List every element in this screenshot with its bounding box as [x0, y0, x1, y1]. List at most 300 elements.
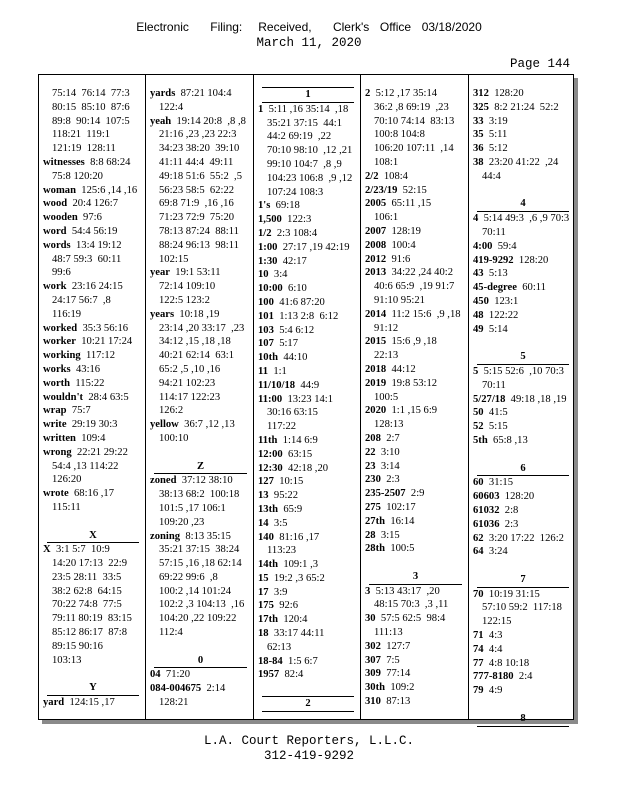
index-keyword: 2014: [365, 308, 387, 320]
index-entry: [473, 670, 573, 684]
index-references: 33:17 44:11: [268, 628, 325, 640]
index-references: 41:5: [483, 407, 508, 419]
index-entry: [473, 434, 573, 448]
index-continuation: 41:11 44:4 49:11: [159, 156, 234, 168]
index-continuation: 57:15 ,16 ,18 62:14: [159, 558, 242, 570]
index-entry: [473, 101, 573, 115]
index-references: 128:19: [386, 225, 421, 237]
index-keyword: 36: [473, 143, 484, 155]
index-entry: [365, 363, 466, 377]
index-continuation: 36:2 ,8 69:19 ,23: [374, 101, 449, 113]
index-entry: [258, 351, 358, 365]
index-keyword: 27th: [365, 515, 386, 527]
index-keyword: 419-9292: [473, 254, 514, 266]
index-continuation: 72:14 109:10: [159, 281, 216, 293]
index-keyword: yard: [43, 697, 65, 709]
index-entry: [150, 87, 251, 101]
index-entry: [258, 655, 358, 669]
index-keyword: 140: [258, 531, 274, 543]
index-keyword: 74: [473, 643, 484, 655]
index-keyword: 2019: [365, 377, 387, 389]
index-keyword: 30: [365, 613, 376, 625]
index-entry: [473, 545, 573, 559]
index-references: 3:10: [375, 446, 400, 458]
index-keyword: 5: [473, 365, 479, 377]
index-continuation: 106:20 107:11 ,14: [374, 143, 454, 155]
index-entry: [473, 87, 573, 101]
index-references: 7:5: [380, 654, 400, 666]
index-continuation: 69:8 71:9 ,16 ,16: [159, 198, 234, 210]
index-keyword: 30th: [365, 682, 386, 694]
index-references: 3:15: [375, 529, 400, 541]
index-keyword: yards: [150, 88, 176, 99]
index-keyword: 307: [365, 654, 381, 666]
index-entry: [150, 266, 251, 280]
index-references: 8:8 68:24: [84, 156, 131, 168]
index-entry: [365, 432, 466, 446]
index-references: 2:14: [201, 683, 226, 695]
index-references: 23:16 24:15: [66, 281, 123, 293]
index-keyword: 2005: [365, 198, 387, 210]
section-letter-heading: 5: [477, 350, 569, 365]
index-entry: [258, 627, 358, 641]
index-keyword: year: [150, 267, 170, 279]
index-continuation: 40:6 65:9 ,19 91:7: [374, 281, 455, 293]
index-continuation: 91:12: [374, 322, 399, 334]
index-continuation: 117:22: [267, 421, 297, 433]
index-continuation: 70:10 74:14 83:13: [374, 115, 455, 127]
index-references: 8:13 35:15: [180, 530, 231, 542]
index-references: 128:20: [488, 88, 524, 99]
index-entry: [258, 572, 358, 586]
filing-header: Electronic Filing: Received, Clerk's Office 03/18/2020: [136, 20, 482, 34]
index-keyword: 2/2: [365, 170, 379, 182]
index-references: 2:3: [380, 474, 400, 486]
section-letter-heading: 4: [477, 197, 569, 212]
index-references: 92:6: [273, 600, 299, 612]
index-keyword: 77: [473, 657, 484, 669]
index-entry: [258, 103, 358, 117]
index-keyword: 50: [473, 407, 484, 419]
spacer: [258, 682, 358, 696]
index-continuation: 113:23: [267, 545, 297, 557]
index-continuation: 102:2 ,3 104:13 ,16: [159, 599, 245, 611]
index-entry: [43, 377, 143, 391]
index-entry: [43, 184, 143, 198]
index-continuation: 121:19 128:11: [52, 143, 116, 155]
index-entry: [43, 487, 143, 501]
index-entry: [258, 324, 358, 338]
index-keyword: 48: [473, 309, 484, 321]
index-references: 2:3 108:4: [271, 227, 318, 239]
index-keyword: 62: [473, 532, 484, 544]
index-entry: [473, 504, 573, 518]
index-references: 95:22: [268, 490, 299, 502]
section-letter-heading: X: [47, 529, 139, 544]
index-entry: [365, 585, 466, 599]
index-keyword: 1:30: [258, 255, 278, 267]
index-keyword: wrap: [43, 405, 67, 417]
index-keyword: 777-8180: [473, 671, 514, 683]
index-entry: [150, 682, 251, 696]
index-keyword: working: [43, 350, 81, 362]
index-continuation: 62:13: [267, 641, 292, 653]
index-keyword: wouldn't: [43, 391, 84, 403]
index-continuation: 108:1: [374, 156, 399, 168]
index-references: 65:9: [278, 503, 303, 515]
index-references: 49:18 ,18 ,19: [505, 393, 567, 405]
index-continuation: 106:1: [374, 212, 399, 224]
index-entry: [43, 404, 143, 418]
index-entry: [365, 460, 466, 474]
index-continuation: 40:21 62:14 63:1: [159, 350, 235, 362]
index-references: 4:4: [483, 643, 503, 655]
index-entry: [258, 531, 358, 545]
index-continuation: 102:15: [159, 253, 189, 265]
index-continuation: 100:2 ,14 101:24: [159, 585, 232, 597]
index-references: 5:12: [483, 143, 508, 155]
index-continuation: 94:21 102:23: [159, 377, 216, 389]
index-entry: [258, 365, 358, 379]
index-entry: [365, 239, 466, 253]
index-keyword: 14th: [258, 559, 279, 571]
index-references: 5:17: [273, 338, 299, 350]
index-entry: [473, 240, 573, 254]
index-continuation: 71:23 72:9 75:20: [159, 212, 235, 224]
index-continuation: 70:11: [482, 379, 506, 391]
spacer: [150, 640, 251, 654]
index-references: 34:22 ,24 40:2: [386, 267, 453, 279]
index-keyword: yellow: [150, 419, 179, 431]
index-entry: [365, 681, 466, 695]
index-keyword: words: [43, 239, 71, 251]
index-references: 5:13 43:17 ,20: [370, 585, 440, 597]
index-entry: [43, 391, 143, 405]
index-continuation: 14:20 17:13 22:9: [52, 558, 128, 570]
index-entry: [473, 281, 573, 295]
index-entry: [473, 657, 573, 671]
index-continuation: 75:14 76:14 77:3: [52, 88, 130, 99]
index-keyword: 5th: [473, 434, 488, 446]
index-references: 5:11 ,16 35:14 ,18: [263, 103, 349, 115]
index-references: 5:11: [483, 129, 508, 141]
index-references: 1:14 6:9: [277, 434, 318, 446]
index-continuation: 70:11: [482, 226, 506, 238]
index-entry: [258, 448, 358, 462]
index-references: 122:22: [483, 309, 519, 321]
index-keyword: 22: [365, 446, 376, 458]
index-references: 2:8: [499, 504, 519, 516]
index-keyword: 101: [258, 310, 274, 322]
index-entry: [365, 487, 466, 501]
spacer: [473, 184, 573, 198]
index-keyword: 127: [258, 476, 274, 488]
index-entry: [150, 308, 251, 322]
index-references: 28:4 63:5: [83, 391, 129, 403]
index-keyword: yeah: [150, 115, 172, 127]
index-entry: [365, 308, 466, 322]
index-entry: [258, 668, 358, 682]
index-entry: [365, 170, 466, 184]
index-entry: [43, 432, 143, 446]
spacer: [473, 336, 573, 350]
index-continuation: 111:13: [374, 627, 403, 639]
index-keyword: 2020: [365, 405, 387, 417]
index-keyword: 64: [473, 546, 484, 558]
index-continuation: 44:4: [482, 170, 501, 182]
index-entry: [43, 349, 143, 363]
index-continuation: 34:23 38:20 39:10: [159, 143, 240, 155]
index-references: 100:4: [386, 239, 416, 251]
index-keyword: 310: [365, 696, 381, 708]
spacer: [150, 446, 251, 460]
index-entry: [473, 142, 573, 156]
section-letter-heading: 0: [154, 654, 247, 669]
index-entry: [258, 379, 358, 393]
index-entry: [258, 213, 358, 227]
index-entry: [258, 282, 358, 296]
index-keyword: 2013: [365, 267, 387, 279]
index-entry: [43, 280, 143, 294]
index-continuation: 48:7 59:3 60:11: [52, 253, 122, 265]
page-number: Page 144: [510, 57, 571, 71]
index-entry: [258, 503, 358, 517]
index-entry: [258, 241, 358, 255]
index-column-4: [361, 75, 469, 719]
index-keyword: 15: [258, 572, 269, 584]
index-references: 63:15: [282, 448, 313, 460]
index-references: 1:1: [268, 365, 287, 377]
index-continuation: 89:15 90:16: [52, 640, 103, 652]
index-keyword: 084-004675: [150, 683, 202, 695]
index-references: 120:4: [278, 614, 308, 626]
index-entry: [365, 667, 466, 681]
index-keyword: 1's: [258, 200, 271, 212]
index-entry: [365, 197, 466, 211]
index-references: 1:5 6:7: [282, 655, 318, 667]
index-references: 65:8 ,13: [487, 434, 528, 446]
index-continuation: 75:8 120:20: [52, 170, 103, 182]
index-entry: [43, 335, 143, 349]
index-entry: [473, 309, 573, 323]
index-entry: [258, 475, 358, 489]
index-keyword: wrote: [43, 488, 69, 500]
index-entry: [365, 473, 466, 487]
index-references: 35:3 56:16: [77, 322, 129, 334]
index-continuation: 99:10 104:7 ,8 ,9: [267, 158, 342, 170]
index-continuation: 23:5 28:11 33:5: [52, 571, 122, 583]
index-keyword: 49: [473, 323, 484, 335]
index-keyword: 175: [258, 600, 274, 612]
index-entry: [365, 654, 466, 668]
index-entry: [258, 599, 358, 613]
index-keyword: 61032: [473, 504, 500, 516]
index-keyword: 3: [365, 585, 371, 597]
section-letter-heading: 3: [369, 570, 462, 585]
index-references: 22:21 29:22: [71, 446, 128, 458]
index-references: 11:2 15:6 ,9 ,18: [386, 308, 461, 320]
index-keyword: 45-degree: [473, 282, 517, 294]
index-references: 37:12 38:10: [176, 475, 233, 487]
index-keyword: 2008: [365, 239, 387, 251]
index-entry: [365, 404, 466, 418]
index-keyword: 10:00: [258, 283, 283, 295]
index-keyword: 33: [473, 115, 484, 127]
index-references: 82:4: [279, 669, 304, 681]
spacer: [365, 556, 466, 570]
index-references: 108:4: [378, 170, 408, 182]
index-entry: [473, 532, 573, 546]
index-keyword: 14: [258, 517, 269, 529]
index-entry: [365, 612, 466, 626]
index-keyword: 60603: [473, 491, 500, 503]
index-references: 68:16 ,17: [68, 488, 115, 500]
index-keyword: 18-84: [258, 655, 283, 667]
index-continuation: 88:24 96:13 98:11: [159, 239, 239, 251]
index-keyword: 61036: [473, 518, 500, 530]
index-entry: [365, 377, 466, 391]
index-continuation: 22:13: [374, 350, 399, 362]
index-references: 5:13: [483, 268, 508, 280]
index-continuation: 100:8 104:8: [374, 129, 425, 141]
index-column-1: [39, 75, 146, 719]
index-references: 19:14 20:8 ,8 ,8: [171, 115, 246, 127]
index-keyword: 325: [473, 101, 489, 113]
index-references: 3:14: [375, 460, 400, 472]
index-entry: [473, 588, 573, 602]
index-keyword: 2/23/19: [365, 184, 398, 196]
spacer: [473, 698, 573, 712]
index-entry: [473, 420, 573, 434]
index-entry: [258, 558, 358, 572]
index-keyword: 18: [258, 628, 269, 640]
index-continuation: 100:10: [159, 432, 189, 444]
index-keyword: 100: [258, 296, 274, 308]
index-references: 60:11: [516, 282, 546, 294]
index-keyword: X: [43, 544, 51, 556]
index-references: 3:9: [268, 586, 288, 598]
index-references: 100:5: [385, 543, 415, 555]
index-references: 123:1: [488, 295, 519, 307]
index-references: 109:4: [75, 432, 106, 444]
index-references: 13:4 19:12: [70, 239, 122, 251]
index-entry: [473, 518, 573, 532]
index-entry: [473, 254, 573, 268]
index-keyword: 79: [473, 685, 484, 697]
index-continuation: 122:4: [159, 101, 184, 113]
index-references: 97:6: [77, 212, 102, 224]
section-letter-heading: Y: [47, 681, 139, 696]
index-references: 87:21 104:4: [175, 88, 232, 99]
index-references: 31:15: [483, 477, 514, 489]
index-keyword: 208: [365, 432, 381, 444]
index-entry: [43, 197, 143, 211]
index-references: 1:13 2:8 6:12: [273, 310, 339, 322]
spacer: [473, 559, 573, 573]
index-continuation: 38:13 68:2 100:18: [159, 489, 240, 501]
index-keyword: years: [150, 308, 175, 320]
index-continuation: 128:13: [374, 419, 404, 431]
section-letter-heading: 2: [262, 696, 354, 712]
index-entry: [258, 489, 358, 503]
index-continuation: 54:4 ,13 114:22: [52, 460, 119, 472]
index-references: 3:24: [483, 546, 508, 558]
index-keyword: 60: [473, 477, 484, 489]
index-references: 19:1 53:11: [170, 267, 221, 279]
index-continuation: 23:14 ,20 33:17 ,23: [159, 322, 245, 334]
index-entry: [258, 268, 358, 282]
index-continuation: 126:20: [52, 474, 82, 486]
index-keyword: 312: [473, 88, 489, 99]
index-entry: [365, 501, 466, 515]
index-references: 36:7 ,12 ,13: [178, 419, 235, 431]
index-entry: [258, 586, 358, 600]
index-continuation: 44:2 69:19 ,22: [267, 131, 332, 143]
index-references: 29:19 30:3: [66, 419, 118, 431]
index-references: 5:14 49:3 ,6 ,9 70:3: [478, 213, 570, 225]
index-references: 10:19 31:15: [483, 588, 540, 600]
index-keyword: 11:00: [258, 393, 283, 405]
index-entry: [365, 446, 466, 460]
index-entry: [150, 474, 251, 488]
index-references: 54:4 56:19: [66, 225, 118, 237]
index-entry: [258, 613, 358, 627]
index-continuation: 34:12 ,15 ,18 ,18: [159, 336, 231, 348]
index-column-5: [469, 75, 575, 724]
section-letter-heading: 7: [477, 573, 569, 588]
index-continuation: 104:23 106:8 ,9 ,12: [267, 172, 353, 184]
section-letter-heading: 8: [477, 712, 569, 727]
index-keyword: 13: [258, 490, 269, 502]
index-entry: [150, 668, 251, 682]
index-references: 10:21 17:24: [75, 336, 133, 348]
index-continuation: 91:10 95:21: [374, 294, 425, 306]
index-continuation: 118:21 119:1: [52, 129, 111, 141]
index-entry: [258, 393, 358, 407]
index-references: 1:1 ,15 6:9: [386, 405, 438, 417]
index-entry: [43, 239, 143, 253]
index-references: 41:6 87:20: [273, 296, 325, 308]
index-references: 91:6: [386, 253, 411, 265]
index-references: 44:12: [386, 363, 416, 375]
index-continuation: 103:13: [52, 654, 82, 666]
index-keyword: 52: [473, 421, 484, 433]
index-entry: [473, 490, 573, 504]
index-entry: [473, 476, 573, 490]
index-continuation: 80:15 85:10 87:6: [52, 101, 130, 113]
index-references: 3:19: [483, 115, 508, 127]
index-entry: [365, 225, 466, 239]
index-continuation: 99:6: [52, 267, 71, 279]
index-references: 19:8 53:12: [386, 377, 438, 389]
index-references: 59:4: [492, 240, 517, 252]
index-keyword: 235-2507: [365, 488, 406, 500]
index-references: 5:15: [483, 421, 508, 433]
index-keyword: 1: [258, 103, 264, 115]
index-references: 87:13: [380, 696, 411, 708]
index-keyword: 11th: [258, 434, 278, 446]
index-references: 3:1 5:7 10:9: [50, 544, 110, 556]
index-references: 128:20: [499, 491, 535, 503]
index-entry: [43, 363, 143, 377]
index-entry: [150, 115, 251, 129]
index-keyword: 309: [365, 668, 381, 680]
index-keyword: 2018: [365, 363, 387, 375]
index-entry: [43, 543, 143, 557]
index-entry: [473, 156, 573, 170]
index-references: 42:18 ,20: [282, 462, 329, 474]
index-references: 4:3: [483, 630, 503, 642]
